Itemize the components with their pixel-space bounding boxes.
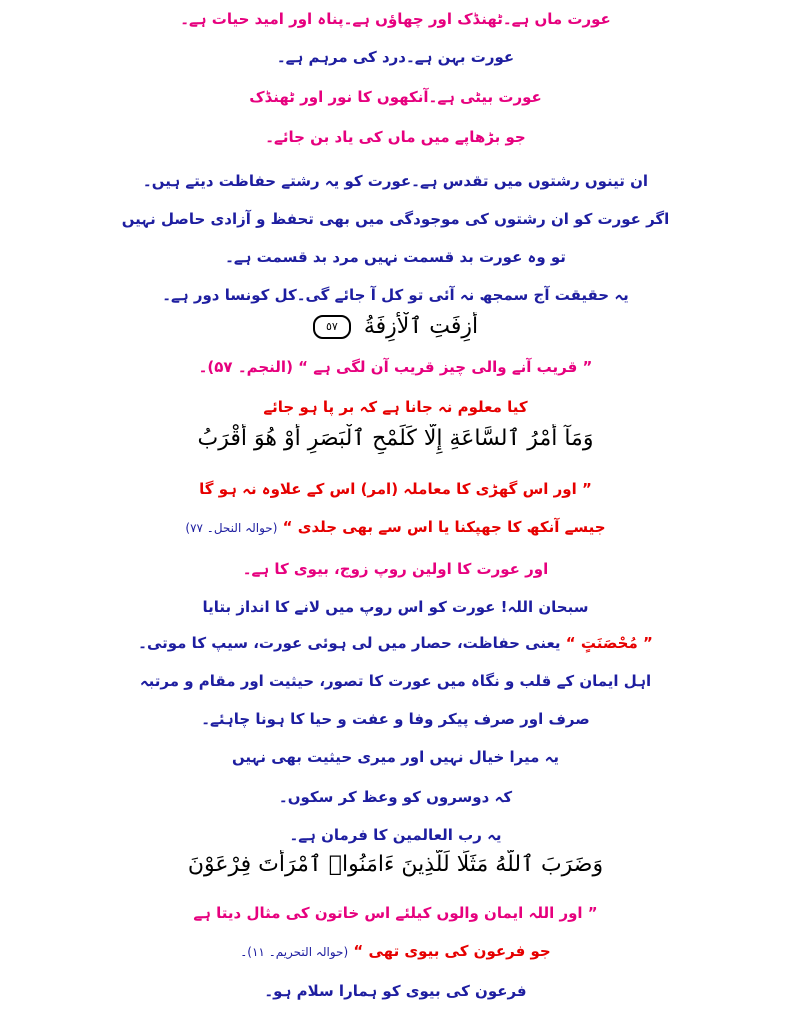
line-only-loyalty: صرف اور صرف پیکر وفا و عفت و حیا کا ہونا چاہئے۔ bbox=[201, 710, 590, 728]
line-believers-view: اہل ایمان کے قلب و نگاہ میں عورت کا تصور، حیثیت اور مقام و مرتبہ bbox=[139, 672, 652, 690]
translation-2b-text: جیسے آنکھ کا جھپکنا یا اس سے بھی جلدی “ bbox=[282, 518, 606, 536]
line-salam: فرعون کی بیوی کو ہمارا سلام ہو۔ bbox=[264, 982, 527, 1000]
quran-verse-3: وَضَرَبَ ٱللَّهُ مَثَلًا لِّلَّذِينَ ءَامَنُوا۟ ٱمْرَأَتَ فِرْعَوْنَ bbox=[187, 852, 604, 877]
line-translation-3b bbox=[60, 940, 731, 963]
line-mother: عورت ماں ہے۔ٹھنڈک اور چھاؤں ہے۔پناہ اور امید حیات ہے۔ bbox=[180, 10, 611, 28]
line-subhanallah: سبحان اللہ! عورت کو اس روپ میں لانے کا انداز بتایا bbox=[202, 598, 589, 616]
line-daughter: عورت بیٹی ہے۔آنکھوں کا نور اور ٹھنڈک bbox=[249, 88, 542, 106]
quran-verse-2: وَمَآ أَمْرُ ٱلسَّاعَةِ إِلَّا كَلَمْحِ ٱلْبَصَرِ أَوْ هُوَ أَقْرَبُ bbox=[197, 426, 594, 451]
muhsanat-meaning: یعنی حفاظت، حصار میں لی ہوئی عورت، سیپ کا موتی۔ bbox=[138, 634, 561, 652]
reference-tahrim: (حوالہ التحریم۔ ۱۱)۔ bbox=[240, 945, 349, 959]
verse-number-icon: ٥٧ bbox=[313, 315, 351, 339]
translation-3b-text: جو فرعون کی بیوی تھی “ bbox=[353, 942, 551, 960]
line-translation-2a: ” اور اس گھڑی کا معاملہ (امر) اس کے علاوہ نہ ہو گا bbox=[199, 480, 592, 498]
line-translation-1: ” قریب آنے والی چیز قریب آن لگی ہے “ (النجم۔ ۵۷)۔ bbox=[198, 358, 593, 376]
line-reality: یہ حقیقت آج سمجھ نہ آئی تو کل آ جائے گی۔کل کونسا دور ہے۔ bbox=[162, 286, 629, 304]
line-preach: کہ دوسروں کو وعظ کر سکوں۔ bbox=[278, 788, 513, 806]
line-unfortunate: تو وہ عورت بد قسمت نہیں مرد بد قسمت ہے۔ bbox=[225, 248, 566, 266]
line-lord-command: یہ رب العالمین کا فرمان ہے۔ bbox=[289, 826, 502, 844]
reference-nahl: (حوالہ النحل۔ ۷۷) bbox=[185, 521, 278, 535]
line-muhsanat bbox=[60, 632, 731, 654]
line-old-age: جو بڑھاپے میں ماں کی یاد بن جائے۔ bbox=[265, 128, 526, 146]
line-sister: عورت بہن ہے۔درد کی مرہم ہے۔ bbox=[276, 48, 515, 66]
line-translation-2b bbox=[60, 516, 731, 539]
line-sanctity: ان تینوں رشتوں میں تقدس ہے۔عورت کو یہ رشتے حفاظت دیتے ہیں۔ bbox=[142, 172, 649, 190]
verse-1-text: أَزِفَتِ ٱلْأَزِفَةُ bbox=[363, 314, 479, 339]
line-unknown-time: کیا معلوم نہ جانا ہے کہ بر پا ہو جائے bbox=[263, 398, 528, 416]
line-not-my-idea: یہ میرا خیال نہیں اور میری حیثیت بھی نہیں bbox=[231, 748, 560, 766]
line-if-woman: اگر عورت کو ان رشتوں کی موجودگی میں بھی تحفظ و آزادی حاصل نہیں bbox=[121, 210, 670, 228]
quran-verse-1 bbox=[60, 312, 731, 342]
muhsanat-word: ” مُحْصَنَتٍ “ bbox=[565, 634, 653, 652]
line-spouse: اور عورت کا اولین روپ زوج، بیوی کا ہے۔ bbox=[242, 560, 549, 578]
line-translation-3a: ” اور اللہ ایمان والوں کیلئے اس خاتون کی مثال دیتا ہے bbox=[193, 904, 598, 922]
